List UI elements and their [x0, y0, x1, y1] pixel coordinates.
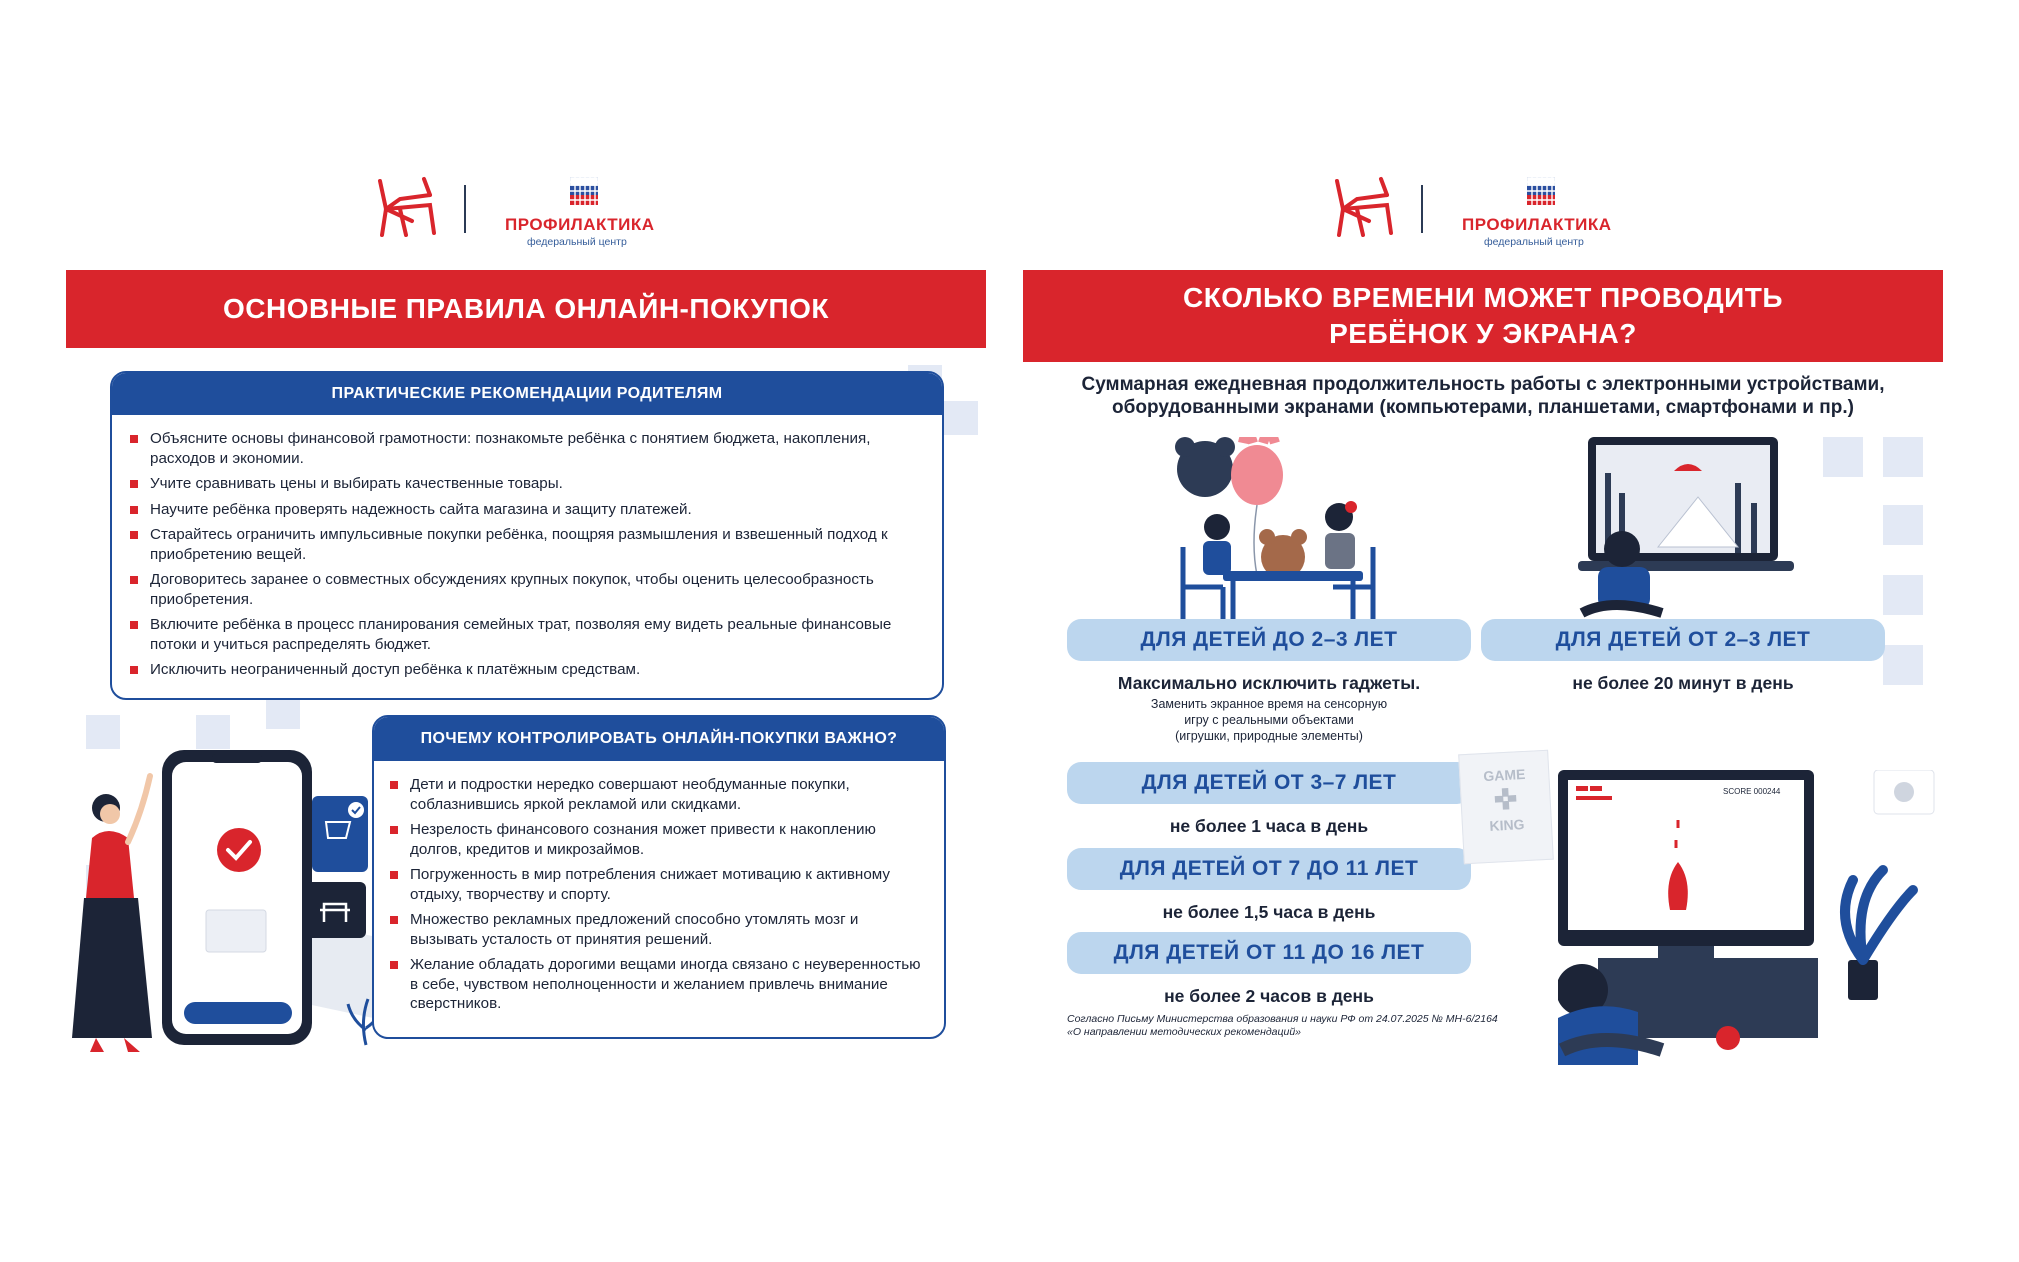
page-title-line-1: СКОЛЬКО ВРЕМЕНИ МОЖЕТ ПРОВОДИТЬ [1182, 282, 1784, 313]
note-line-2: игру с реальными объектами [1184, 713, 1354, 727]
grid-tile [1883, 505, 1923, 545]
note-line-1: Заменить экранное время на сенсорную [1150, 697, 1388, 711]
recommendations-header: ПРАКТИЧЕСКИЕ РЕКОМЕНДАЦИИ РОДИТЕЛЯМ [112, 373, 942, 415]
recommendations-box [110, 371, 944, 700]
score-readout: SCORE 000244 [1723, 787, 1781, 796]
note-under-2-3 [1067, 696, 1471, 744]
grid-tile [1883, 645, 1923, 685]
list-item: Включите ребёнка в процесс планирования семейных трат, позволяя ему видеть реальные финансовые потоки и учиться распределять бюджет. [128, 615, 918, 654]
source-line-1: Согласно Письму Министерства образования и науки РФ от 24.07.2025 № МН-6/2164 [1067, 1013, 1498, 1025]
flag-grid-icon [570, 177, 598, 205]
why-control-header: ПОЧЕМУ КОНТРОЛИРОВАТЬ ОНЛАЙН-ПОКУПКИ ВАЖНО? [374, 717, 944, 761]
gaming-kid-illustration [1558, 770, 1938, 1065]
why-control-list [388, 775, 928, 1020]
chair-logo-icon [372, 175, 438, 239]
grid-tile [1883, 437, 1923, 477]
recommendations-list [128, 429, 918, 686]
logo-row [1023, 175, 1943, 248]
age-group-from-2-3: ДЛЯ ДЕТЕЙ ОТ 2–3 ЛЕТ [1481, 619, 1885, 661]
grid-tile [944, 401, 978, 435]
intro-line-1: Суммарная ежедневная продолжительность работы с электронными устройствами, [1081, 374, 1885, 395]
boy-laptop-illustration [1578, 437, 1808, 627]
list-item: Научите ребёнка проверять надежность сайта магазина и защиту платежей. [128, 500, 918, 520]
source-line-2: «О направлении методических рекомендаций» [1067, 1026, 1302, 1038]
game-sign-line-1: GAME [1482, 765, 1526, 785]
logo-divider [464, 185, 466, 233]
brand-subtitle: федеральный центр [527, 236, 627, 248]
source-note [1067, 1013, 1567, 1039]
grid-tile [1823, 437, 1863, 477]
limit-under-2-3: Максимально исключить гаджеты. [1117, 673, 1421, 693]
grid-tile [1883, 575, 1923, 615]
left-infographic [66, 175, 986, 1075]
intro-line-2: оборудованными экранами (компьютерами, планшетами, смартфонами и пр.) [1112, 397, 1854, 418]
age-group-under-2-3: ДЛЯ ДЕТЕЙ ДО 2–3 ЛЕТ [1067, 619, 1471, 661]
page-title-line-2: РЕБЁНОК У ЭКРАНА? [1329, 318, 1637, 349]
list-item: Старайтесь ограничить импульсивные покупки ребёнка, поощряя размышления и взвешенный подход к приобретению вещей. [128, 525, 918, 564]
chair-logo-icon [1329, 175, 1395, 239]
list-item: Объясните основы финансовой грамотности: познакомьте ребёнка с понятием бюджета, накопления, расходов и экономии. [128, 429, 918, 468]
list-item: Исключить неограниченный доступ ребёнка к платёжным средствам. [128, 660, 918, 680]
flag-grid-icon [1527, 177, 1555, 205]
page-title-banner [66, 270, 986, 348]
list-item: Договоритесь заранее о совместных обсуждениях крупных покупок, чтобы оценить целесообразность приобретения. [128, 570, 918, 609]
limit-from-2-3: не более 20 минут в день [1572, 673, 1794, 693]
age-group-11-16: ДЛЯ ДЕТЕЙ ОТ 11 ДО 16 ЛЕТ [1067, 932, 1471, 974]
list-item: Желание обладать дорогими вещами иногда связано с неуверенностью в себе, чувством неполноценности и желанием привлечь внимание сверстников. [388, 955, 928, 1014]
note-line-3: (игрушки, природные элементы) [1175, 729, 1363, 743]
list-item: Погруженность в мир потребления снижает мотивацию к активному отдыху, творчеству и спорту. [388, 865, 928, 904]
intro-text [1023, 373, 1943, 419]
list-item: Учите сравнивать цены и выбирать качественные товары. [128, 474, 918, 494]
page-title: ОСНОВНЫЕ ПРАВИЛА ОНЛАЙН-ПОКУПОК [222, 293, 829, 324]
limit-7-11: не более 1,5 часа в день [1162, 902, 1376, 922]
logo-row [66, 175, 986, 248]
brand-name: ПРОФИЛАКТИКА [1462, 215, 1612, 234]
shopping-illustration [66, 710, 396, 1065]
kids-playing-illustration [1163, 437, 1393, 637]
list-item: Множество рекламных предложений способно утомлять мозг и вызывать усталость от принятия решений. [388, 910, 928, 949]
why-control-box [372, 715, 946, 1039]
limit-11-16: не более 2 часов в день [1164, 986, 1374, 1006]
age-group-3-7: ДЛЯ ДЕТЕЙ ОТ 3–7 ЛЕТ [1067, 762, 1471, 804]
gamepad-icon: ✜ [1493, 783, 1519, 816]
limit-3-7: не более 1 часа в день [1169, 816, 1369, 836]
brand-name: ПРОФИЛАКТИКА [505, 215, 655, 234]
game-king-poster [1458, 750, 1554, 865]
list-item: Дети и подростки нередко совершают необдуманные покупки, соблазнившись яркой рекламой или скидками. [388, 775, 928, 814]
page-title-banner [1023, 270, 1943, 362]
brand-subtitle: федеральный центр [1484, 236, 1584, 248]
game-sign-line-2: KING [1489, 816, 1525, 834]
logo-divider [1421, 185, 1423, 233]
list-item: Незрелость финансового сознания может привести к накоплению долгов, кредитов и микрозаймов. [388, 820, 928, 859]
age-group-7-11: ДЛЯ ДЕТЕЙ ОТ 7 ДО 11 ЛЕТ [1067, 848, 1471, 890]
right-infographic [1023, 175, 1943, 1075]
